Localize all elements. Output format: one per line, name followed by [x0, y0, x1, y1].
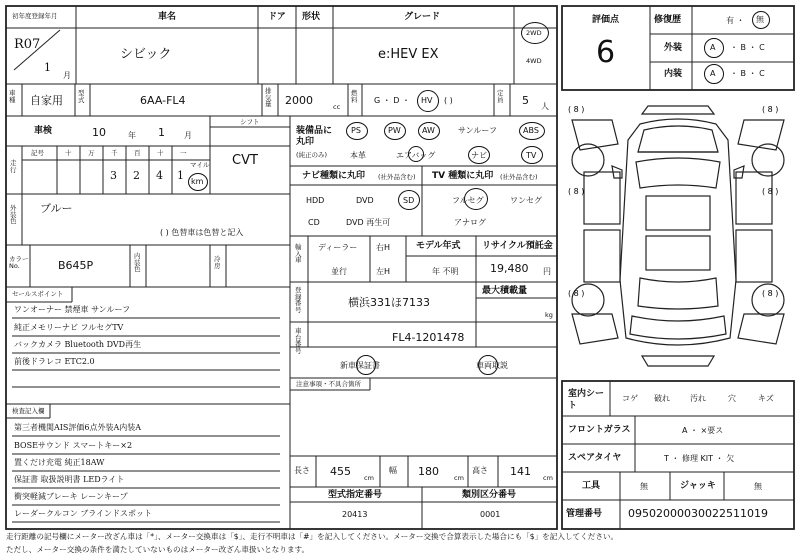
mile-label: マイル	[190, 161, 210, 169]
fuel-selected: HV	[421, 96, 433, 105]
digit-header-4: 百	[134, 149, 141, 157]
plate-label: 登録番号	[295, 286, 302, 314]
inspection-line-5: レーダークルコン ブラインドスポット	[14, 509, 152, 518]
shift-value: CVT	[232, 153, 258, 168]
inspection-line-1: BOSEサウンド スマートキー×2	[14, 441, 133, 450]
height-unit: cm	[543, 474, 553, 482]
seat-option-0: コゲ	[622, 394, 638, 403]
car-name-label: 車名	[158, 12, 177, 22]
recycle-label: リサイクル預託金	[482, 241, 553, 251]
manual-label: 車両取説	[476, 361, 508, 370]
marker-fr: ( 8 )	[762, 105, 779, 114]
jack-label: ジャッキ	[680, 481, 716, 491]
navi-type-label: ナビ種類に丸印	[302, 171, 366, 181]
km-label: km	[191, 177, 204, 186]
reg-year-value: R07	[14, 37, 41, 52]
footer-note-1: 走行距離の記号欄にメーター改ざん車は「*」、メーター交換車は「$」、走行不明車は「#」を記入してください。メーター交換で合算表示した場合にも「$」を記入してください。	[6, 532, 619, 541]
height-value: 141	[510, 465, 531, 478]
marker-fl: ( 8 )	[568, 105, 585, 114]
equipment-label: 装備品に丸印	[296, 126, 333, 147]
sales-line-2: バックカメラ Bluetooth DVD再生	[14, 340, 142, 349]
max-load-label: 最大積載量	[482, 286, 528, 296]
cc-unit: cc	[333, 103, 341, 111]
use-value: 自家用	[30, 94, 63, 107]
rating-label: 評価点	[592, 15, 620, 25]
navi-dvd-play: DVD 再生可	[346, 218, 391, 227]
chassis-value: FL4-1201478	[392, 331, 465, 344]
chassis-label: 車台番号	[295, 327, 302, 355]
equip-navi: ナビ	[471, 151, 487, 160]
digit-header-3: 千	[111, 149, 118, 157]
width-unit: cm	[454, 474, 464, 482]
marker-mr: ( 8 )	[762, 187, 779, 196]
jack-value: 無	[754, 482, 762, 491]
reg-year-label: 初年度登録年月	[12, 12, 58, 20]
inspection-notes-label: 検査記入欄	[12, 407, 45, 415]
digit-header-5: 十	[157, 149, 164, 157]
color-no-label: カラーNo.	[9, 255, 29, 270]
equip-pw: PW	[388, 126, 401, 135]
width-label: 幅	[389, 466, 397, 475]
model-label: 型式	[78, 89, 85, 104]
sales-line-0: ワンオーナー 禁煙車 サンルーフ	[14, 305, 131, 314]
spare-options: T ・ 修理 KIT ・ 欠	[664, 454, 735, 463]
shape-label: 形状	[302, 12, 321, 22]
inspection-line-0: 第三者機関AIS評価6点外装A内装A	[14, 423, 142, 432]
repair-selected: 無	[756, 15, 764, 24]
sales-line-1: 純正メモリーナビ フルセグTV	[14, 323, 124, 332]
repair-label: 修復歴	[654, 15, 682, 25]
tv-fullseg: フルセグ	[452, 196, 484, 205]
width-value: 180	[418, 465, 439, 478]
fuel-paren: ( )	[444, 96, 453, 105]
mgmt-label: 管理番号	[566, 509, 603, 519]
grade-value: e:HEV EX	[378, 47, 439, 62]
recycle-value: 19,480	[490, 262, 529, 275]
equip-leather: 本革	[350, 151, 366, 160]
import-parallel: 並行	[331, 267, 347, 276]
model-year-value: 年 不明	[432, 267, 459, 276]
inspection-line-4: 衝突軽減ブレーキ レーンキープ	[14, 492, 128, 501]
equip-abs: ABS	[523, 126, 539, 135]
mileage-label: 走行	[10, 159, 17, 174]
glass-options: A ・ ×要ス	[682, 426, 724, 435]
digit-header-1: 十	[65, 149, 72, 157]
car-damage-diagram	[562, 100, 794, 378]
interior-grade-selected: A	[710, 69, 716, 78]
seat-option-4: キズ	[758, 394, 774, 403]
mileage-digit-2: 2	[133, 169, 140, 182]
capacity-value: 5	[522, 94, 529, 107]
interior-grade-rest: ・ B ・ C	[730, 69, 765, 78]
displacement-label: 排気量	[265, 87, 272, 108]
tools-value: 無	[640, 482, 648, 491]
length-label: 長さ	[294, 466, 310, 475]
car-name-value: シビック	[120, 47, 172, 62]
interior-color-label: 内装色	[134, 252, 141, 273]
exterior-label: 外装色	[10, 204, 17, 225]
grade-label: グレード	[404, 12, 441, 22]
interior-grade-label: 内装	[664, 69, 683, 79]
capacity-label: 定員	[497, 89, 504, 104]
spare-label: スペアタイヤ	[568, 453, 622, 463]
repair-options: 有 ・	[726, 16, 745, 25]
import-right-h: 右H	[376, 243, 391, 252]
mileage-digit-1: 3	[110, 169, 117, 182]
length-unit: cm	[364, 474, 374, 482]
inspection-month-unit: 月	[184, 131, 192, 140]
recycle-unit: 円	[543, 267, 551, 276]
exterior-grade-rest: ・ B ・ C	[730, 43, 765, 52]
mgmt-value: 09502000030022511019	[628, 507, 768, 520]
digit-header-2: 万	[88, 149, 95, 157]
marker-rl: ( 8 )	[568, 289, 585, 298]
marker-rr: ( 8 )	[762, 289, 779, 298]
seat-option-1: 破れ	[654, 394, 670, 403]
tv-type-label: TV 種類に丸印	[432, 171, 494, 181]
inspection-year: 10	[92, 126, 106, 139]
fuel-options: G ・ D ・	[374, 96, 410, 105]
glass-label: フロントガラス	[568, 425, 631, 435]
navi-cd: CD	[308, 218, 320, 227]
type-no-label: 型式指定番号	[328, 490, 383, 500]
drive-4wd: 4WD	[526, 57, 542, 65]
exterior-grade-label: 外装	[664, 43, 683, 53]
tools-label: 工具	[582, 481, 601, 491]
mileage-digit-4: 1	[177, 169, 184, 182]
rating-value: 6	[596, 35, 616, 70]
class-no-label: 類別区分番号	[462, 490, 517, 500]
seat-label: 室内シート	[568, 389, 605, 411]
navi-type-note: (社外品含む)	[378, 173, 416, 181]
model-year-label: モデル年式	[416, 241, 461, 251]
tv-oneseg: ワンセグ	[510, 196, 542, 205]
tv-analog: アナログ	[454, 218, 486, 227]
kg-unit: kg	[545, 311, 553, 319]
equip-ps: PS	[351, 126, 361, 135]
class-no-value: 0001	[480, 510, 501, 519]
inspection-month: 1	[158, 126, 165, 139]
footer-note-2: ただし、メーター交換の条件を満たしていないものはメーター改ざん車扱いとなります。	[6, 545, 310, 554]
sales-points-label: セールスポイント	[12, 290, 64, 298]
navi-hdd: HDD	[306, 196, 325, 205]
length-value: 455	[330, 465, 351, 478]
digit-header-0: 記号	[31, 149, 44, 157]
import-dealer: ディーラー	[318, 243, 358, 252]
ac-label: 冷房	[214, 255, 221, 270]
navi-dvd: DVD	[356, 196, 374, 205]
warranty-label: 新車保証書	[340, 361, 380, 370]
notes-label: 注意事項・不具合箇所	[296, 380, 361, 388]
equip-airbag: エアバッグ	[396, 151, 436, 160]
type-no-value: 20413	[342, 510, 368, 519]
equip-sunroof: サンルーフ	[458, 126, 497, 135]
inspection-line-3: 保証書 取扱説明書 LEDライト	[14, 475, 125, 484]
height-label: 高さ	[472, 466, 488, 475]
inspection-label: 車検	[34, 126, 53, 136]
navi-sd: SD	[403, 196, 415, 205]
seat-option-2: 汚れ	[690, 394, 706, 403]
equipment-note: (純正のみ)	[296, 151, 328, 159]
reg-month-value: 1	[44, 61, 51, 74]
color-no-value: B645P	[58, 259, 94, 272]
inspection-line-2: 置くだけ充電 純正18AW	[14, 458, 105, 467]
use-label: 車種	[9, 89, 16, 104]
marker-ml: ( 8 )	[568, 187, 585, 196]
import-label: 輸入車	[295, 243, 302, 264]
displacement-value: 2000	[285, 94, 313, 107]
digit-header-6: 一	[180, 149, 187, 157]
exterior-color: ブルー	[40, 202, 73, 215]
drive-2wd: 2WD	[526, 29, 542, 37]
equip-tv: TV	[526, 151, 537, 160]
equip-aw: AW	[422, 126, 435, 135]
capacity-unit: 人	[541, 102, 549, 111]
tv-type-note: (社外品含む)	[500, 173, 538, 181]
mileage-digit-3: 4	[156, 169, 163, 182]
import-left-h: 左H	[376, 267, 391, 276]
door-label: ドア	[268, 12, 286, 22]
plate-value: 横浜331ほ7133	[348, 296, 430, 309]
reg-month-unit: 月	[63, 71, 71, 80]
seat-option-3: 穴	[728, 394, 736, 403]
model-value: 6AA-FL4	[140, 94, 186, 107]
sales-line-3: 前後ドラレコ ETC2.0	[14, 357, 95, 366]
inspection-year-unit: 年	[128, 131, 136, 140]
exterior-grade-selected: A	[710, 43, 716, 52]
shift-label: シフト	[240, 118, 260, 126]
repaint-note: ( ) 色替車は色替と記入	[160, 228, 244, 237]
fuel-label: 燃料	[351, 89, 358, 104]
